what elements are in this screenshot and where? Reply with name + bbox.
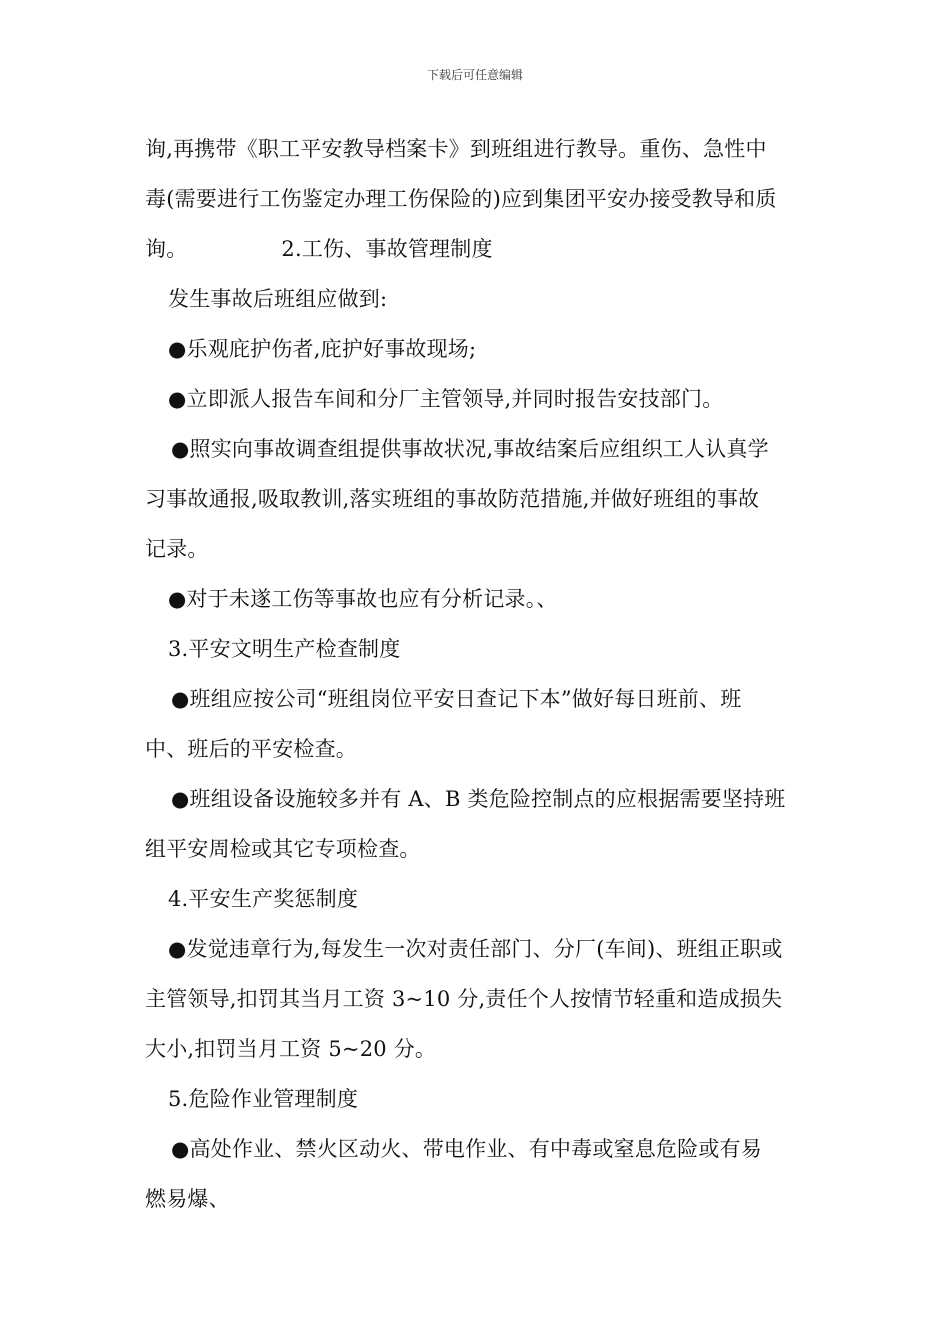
document-body xyxy=(145,124,810,1224)
section-heading-2: 2.工伤、事故管理制度 xyxy=(281,237,493,261)
section-heading-5: 5.危险作业管理制度 xyxy=(168,1087,359,1111)
section-heading-4: 4.平安生产奖惩制度 xyxy=(168,887,359,911)
bullet-item: ●乐观庇护伤者,庇护好事故现场; xyxy=(168,337,477,361)
bullet-item: ●班组设备设施较多并有 A、B 类危险控制点的应根据需要坚持班 xyxy=(171,787,786,811)
paragraph-line: 燃易爆、 xyxy=(145,1187,230,1211)
bullet-item: ●立即派人报告车间和分厂主管领导,并同时报告安技部门。 xyxy=(168,387,724,411)
page-header: 下载后可任意编辑 xyxy=(426,68,523,82)
paragraph-line xyxy=(145,224,810,274)
paragraph-line: 询,再携带《职工平安教导档案卡》到班组进行教导。重伤、急性中 xyxy=(145,137,767,161)
paragraph-line: 记录。 xyxy=(145,537,209,561)
paragraph-line: 习事故通报,吸取教训,落实班组的事故防范措施,并做好班组的事故 xyxy=(145,487,760,511)
paragraph-line: 大小,扣罚当月工资 5~20 分。 xyxy=(145,1037,437,1061)
paragraph-line: 组平安周检或其它专项检查。 xyxy=(145,837,421,861)
bullet-item: ●班组应按公司“班组岗位平安日查记下本”做好每日班前、班 xyxy=(171,687,742,711)
paragraph-line-end: 询。 xyxy=(145,237,188,261)
paragraph-line: 发生事故后班组应做到: xyxy=(168,287,388,311)
bullet-item: ●照实向事故调查组提供事故状况,事故结案后应组织工人认真学 xyxy=(171,437,769,461)
paragraph-line: 毒(需要进行工伤鉴定办理工伤保险的)应到集团平安办接受教导和质 xyxy=(145,187,777,211)
bullet-item: ●发觉违章行为,每发生一次对责任部门、分厂(车间)、班组正职或 xyxy=(168,937,783,961)
section-heading-3: 3.平安文明生产检查制度 xyxy=(168,637,401,661)
paragraph-line: 主管领导,扣罚其当月工资 3~10 分,责任个人按情节轻重和造成损失 xyxy=(145,987,783,1011)
paragraph-line: 中、班后的平安检查。 xyxy=(145,737,357,761)
bullet-item: ●对于未遂工伤等事故也应有分析记录。、 xyxy=(168,587,558,611)
bullet-item: ●高处作业、禁火区动火、带电作业、有中毒或窒息危险或有易 xyxy=(171,1137,762,1161)
